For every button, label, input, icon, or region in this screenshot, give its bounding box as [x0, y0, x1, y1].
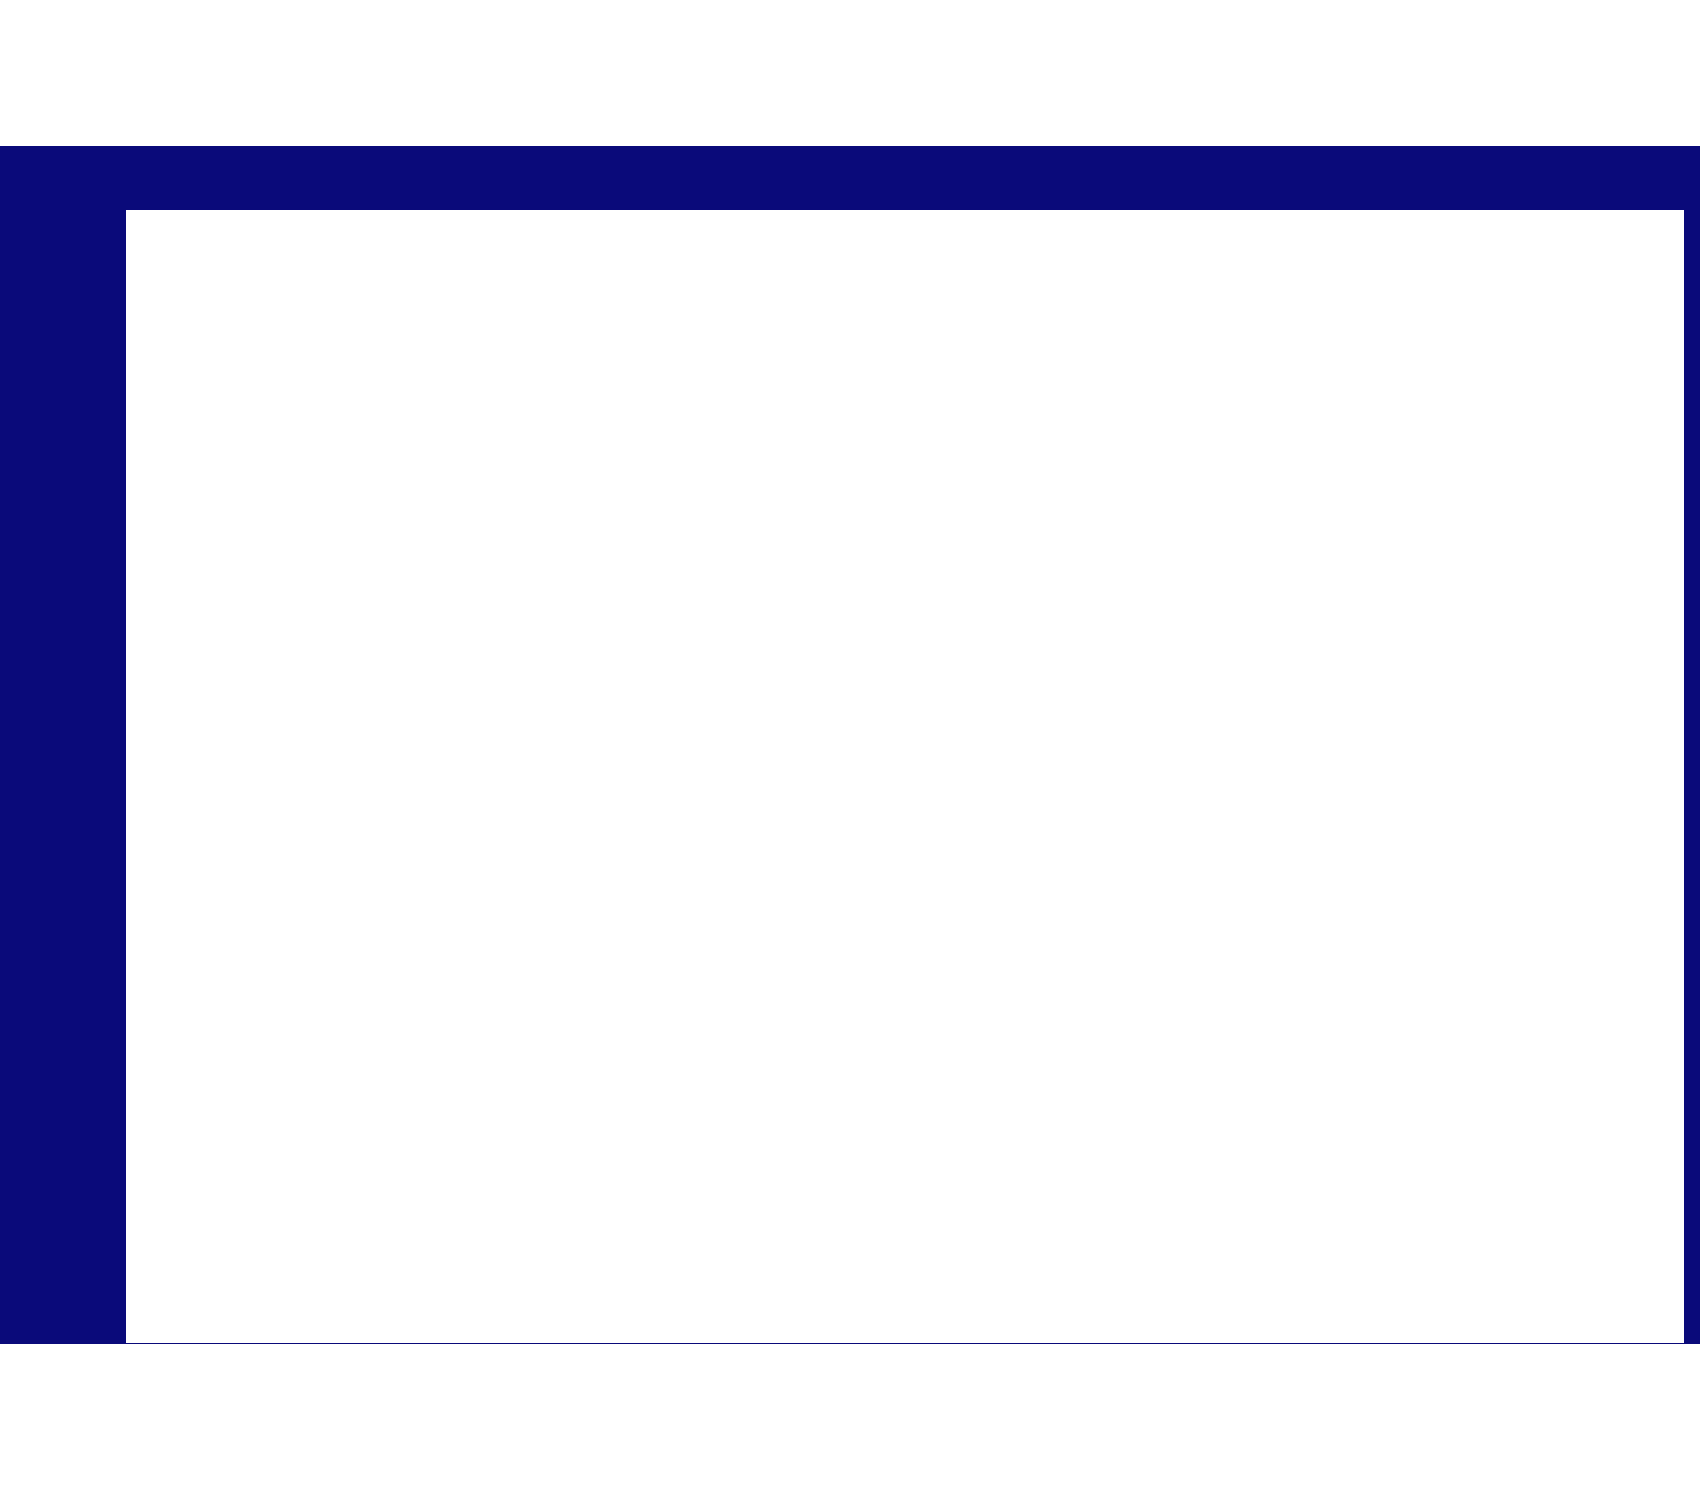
menu-grid	[126, 210, 1684, 1343]
weekly-menu-table	[0, 146, 1700, 1344]
day-header-row	[0, 146, 1700, 210]
